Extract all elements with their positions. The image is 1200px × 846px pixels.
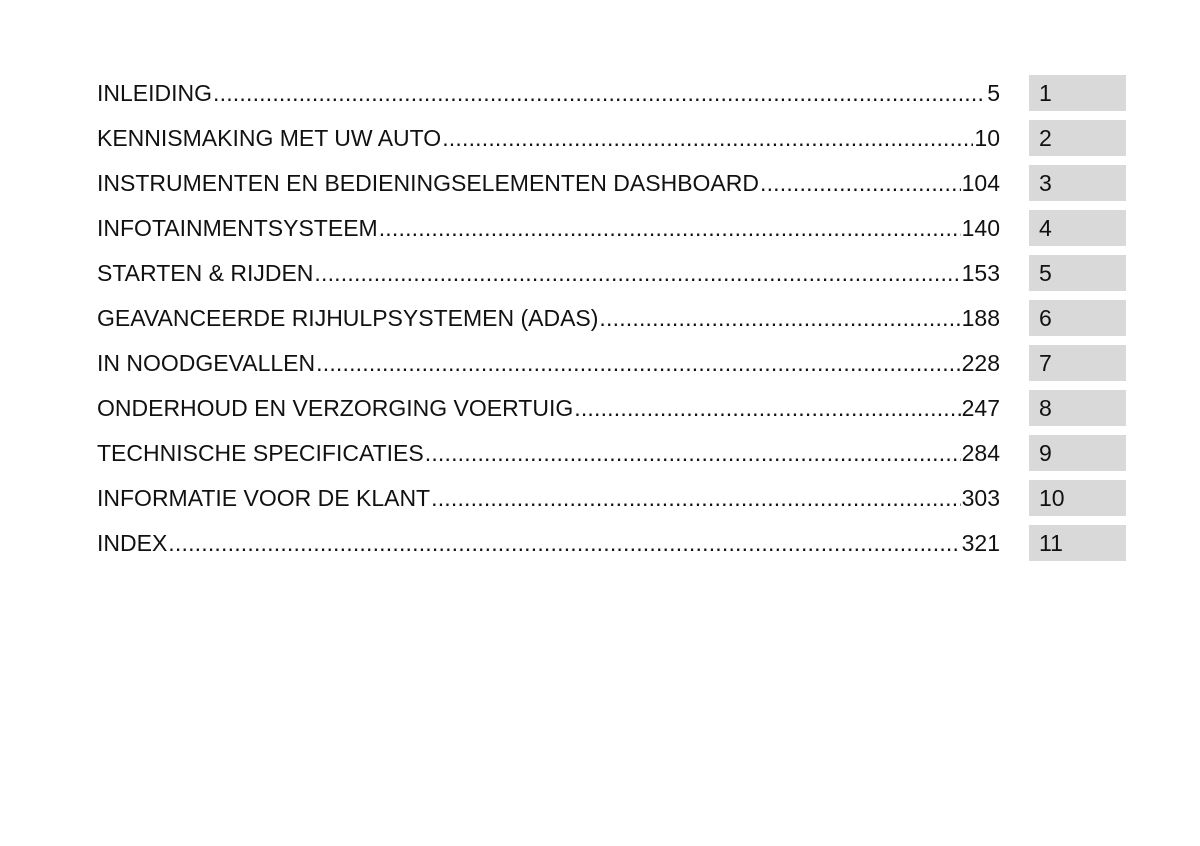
dot-leader [431, 485, 961, 511]
toc-entry-title: IN NOODGEVALLEN [97, 349, 316, 376]
chapter-tab[interactable]: 1 [1029, 75, 1126, 111]
toc-row-klant[interactable] [97, 475, 1127, 520]
toc-entry-page: 321 [961, 529, 1000, 556]
dot-leader [314, 260, 960, 286]
toc-entry-title: INFORMATIE VOOR DE KLANT [97, 484, 431, 511]
dot-leader [425, 440, 961, 466]
toc-entry [97, 395, 1000, 421]
toc-row-adas[interactable] [97, 295, 1127, 340]
toc-entry [97, 350, 1000, 376]
toc-entry-page: 284 [961, 439, 1000, 466]
toc-entry-page: 153 [961, 259, 1000, 286]
chapter-tab[interactable]: 5 [1029, 255, 1126, 291]
toc-row-noodgevallen[interactable] [97, 340, 1127, 385]
toc-entry-title: STARTEN & RIJDEN [97, 259, 314, 286]
chapter-tab[interactable]: 11 [1029, 525, 1126, 561]
toc-entry [97, 530, 1000, 556]
toc-entry-title: ONDERHOUD EN VERZORGING VOERTUIG [97, 394, 574, 421]
chapter-tab[interactable]: 3 [1029, 165, 1126, 201]
toc-entry [97, 170, 1000, 196]
toc-entry [97, 485, 1000, 511]
toc-entry [97, 125, 1000, 151]
dot-leader [442, 125, 973, 151]
dot-leader [168, 530, 960, 556]
toc-row-starten[interactable] [97, 250, 1127, 295]
chapter-tab[interactable]: 10 [1029, 480, 1126, 516]
toc-entry [97, 305, 1000, 331]
chapter-tab[interactable]: 8 [1029, 390, 1126, 426]
toc-row-kennismaking[interactable] [97, 115, 1127, 160]
toc-entry-page: 188 [961, 304, 1000, 331]
chapter-tab[interactable]: 4 [1029, 210, 1126, 246]
toc-entry-page: 10 [974, 124, 1000, 151]
chapter-tab[interactable]: 2 [1029, 120, 1126, 156]
dot-leader [760, 170, 961, 196]
toc-entry-page: 104 [961, 169, 1000, 196]
toc-entry [97, 440, 1000, 466]
chapter-tab[interactable]: 7 [1029, 345, 1126, 381]
toc-entry-title: INDEX [97, 529, 168, 556]
dot-leader [574, 395, 960, 421]
toc-row-inleiding[interactable] [97, 70, 1127, 115]
table-of-contents [97, 70, 1127, 565]
toc-row-infotainment[interactable] [97, 205, 1127, 250]
dot-leader [316, 350, 960, 376]
toc-entry-title: INSTRUMENTEN EN BEDIENINGSELEMENTEN DASHBOARD [97, 169, 759, 196]
dot-leader [599, 305, 960, 331]
toc-entry [97, 215, 1000, 241]
toc-entry-title: TECHNISCHE SPECIFICATIES [97, 439, 424, 466]
toc-entry-page: 228 [961, 349, 1000, 376]
toc-entry-page: 247 [961, 394, 1000, 421]
toc-row-specificaties[interactable] [97, 430, 1127, 475]
toc-entry-page: 5 [987, 79, 1000, 106]
toc-row-instrumenten[interactable] [97, 160, 1127, 205]
toc-entry-title: KENNISMAKING MET UW AUTO [97, 124, 442, 151]
chapter-tab[interactable]: 6 [1029, 300, 1126, 336]
toc-row-index[interactable] [97, 520, 1127, 565]
toc-entry-title: INFOTAINMENTSYSTEEM [97, 214, 378, 241]
toc-row-onderhoud[interactable] [97, 385, 1127, 430]
toc-entry-page: 303 [961, 484, 1000, 511]
toc-entry-title: GEAVANCEERDE RIJHULPSYSTEMEN (ADAS) [97, 304, 599, 331]
toc-entry [97, 260, 1000, 286]
dot-leader [379, 215, 961, 241]
chapter-tab[interactable]: 9 [1029, 435, 1126, 471]
toc-entry-title: INLEIDING [97, 79, 213, 106]
toc-entry [97, 80, 1000, 106]
toc-entry-page: 140 [961, 214, 1000, 241]
dot-leader [213, 80, 986, 106]
